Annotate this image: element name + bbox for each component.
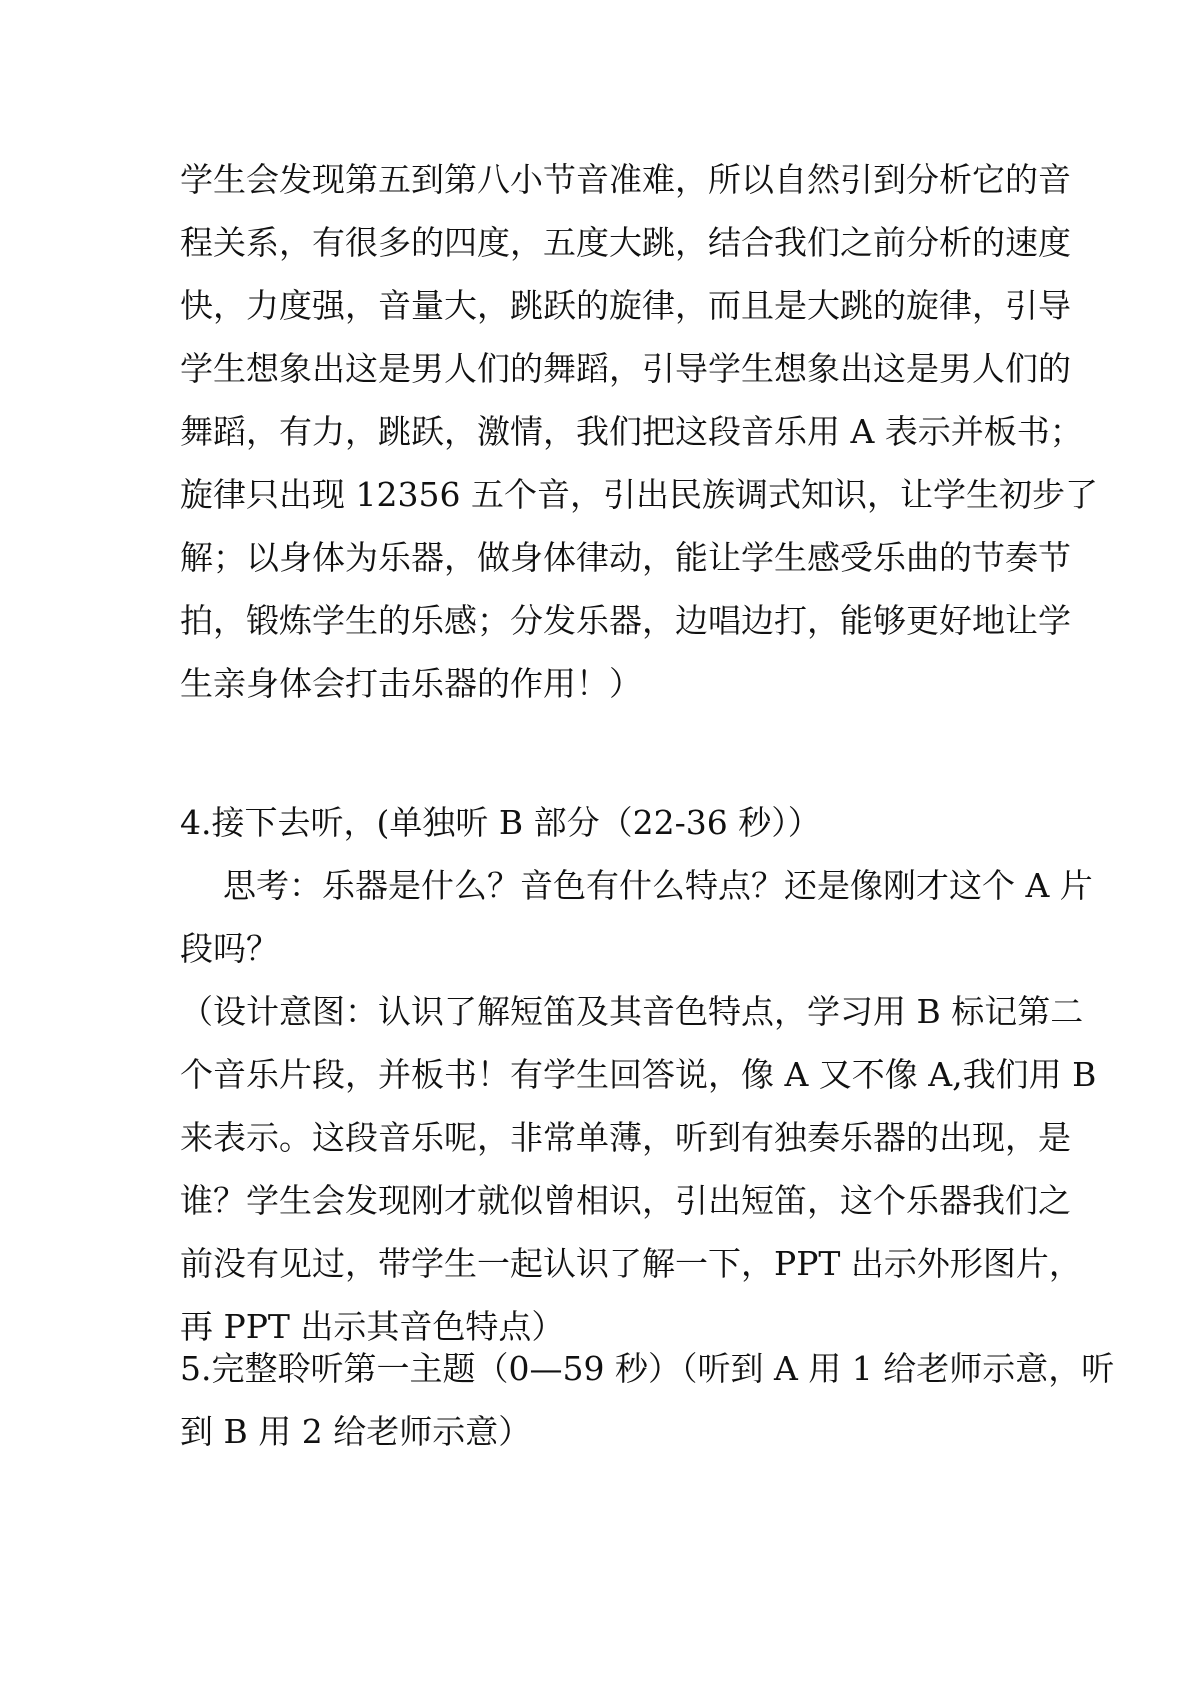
section-5-line: 到 B 用 2 给老师示意） bbox=[180, 1412, 532, 1451]
question-line: 思考：乐器是什么？音色有什么特点？还是像刚才这个 A 片 bbox=[223, 866, 1093, 905]
text-line: 学生会发现第五到第八小节音准难，所以自然引到分析它的音 bbox=[180, 160, 1071, 199]
text-line: 生亲身体会打击乐器的作用！） bbox=[180, 664, 642, 703]
design-intent-paragraph bbox=[180, 148, 1098, 715]
text-line: 舞蹈，有力，跳跃，激情，我们把这段音乐用 A 表示并板书； bbox=[180, 412, 1083, 451]
intent-line: 再 PPT 出示其音色特点） bbox=[180, 1307, 565, 1346]
text-line: 拍，锻炼学生的乐感；分发乐器，边唱边打，能够更好地让学 bbox=[180, 601, 1071, 640]
text-line: 程关系，有很多的四度，五度大跳，结合我们之前分析的速度 bbox=[180, 223, 1071, 262]
section-4-heading: 4.接下去听，(单独听 B 部分（22-36 秒）） bbox=[180, 803, 821, 842]
text-line: 快，力度强，音量大，跳跃的旋律，而且是大跳的旋律，引导 bbox=[180, 286, 1071, 325]
text-line: 学生想象出这是男人们的舞蹈，引导学生想象出这是男人们的 bbox=[180, 349, 1071, 388]
question-line: 段吗？ bbox=[180, 929, 279, 968]
intent-line: 来表示。这段音乐呢，非常单薄，听到有独奏乐器的出现，是 bbox=[180, 1118, 1071, 1157]
text-line: 旋律只出现 12356 五个音，引出民族调式知识，让学生初步了 bbox=[180, 475, 1098, 514]
intent-line: 个音乐片段，并板书！有学生回答说，像 A 又不像 A,我们用 B bbox=[180, 1055, 1097, 1094]
text-line: 解；以身体为乐器，做身体律动，能让学生感受乐曲的节奏节 bbox=[180, 538, 1071, 577]
section-4 bbox=[180, 791, 1097, 1358]
intent-line: 前没有见过，带学生一起认识了解一下，PPT 出示外形图片， bbox=[180, 1244, 1082, 1283]
intent-line: （设计意图：认识了解短笛及其音色特点，学习用 B 标记第二 bbox=[180, 992, 1084, 1031]
intent-line: 谁？学生会发现刚才就似曾相识，引出短笛，这个乐器我们之 bbox=[180, 1181, 1071, 1220]
section-5-line: 5.完整聆听第一主题（0—59 秒）（听到 A 用 1 给老师示意，听 bbox=[180, 1349, 1115, 1388]
section-5 bbox=[180, 1337, 1115, 1463]
